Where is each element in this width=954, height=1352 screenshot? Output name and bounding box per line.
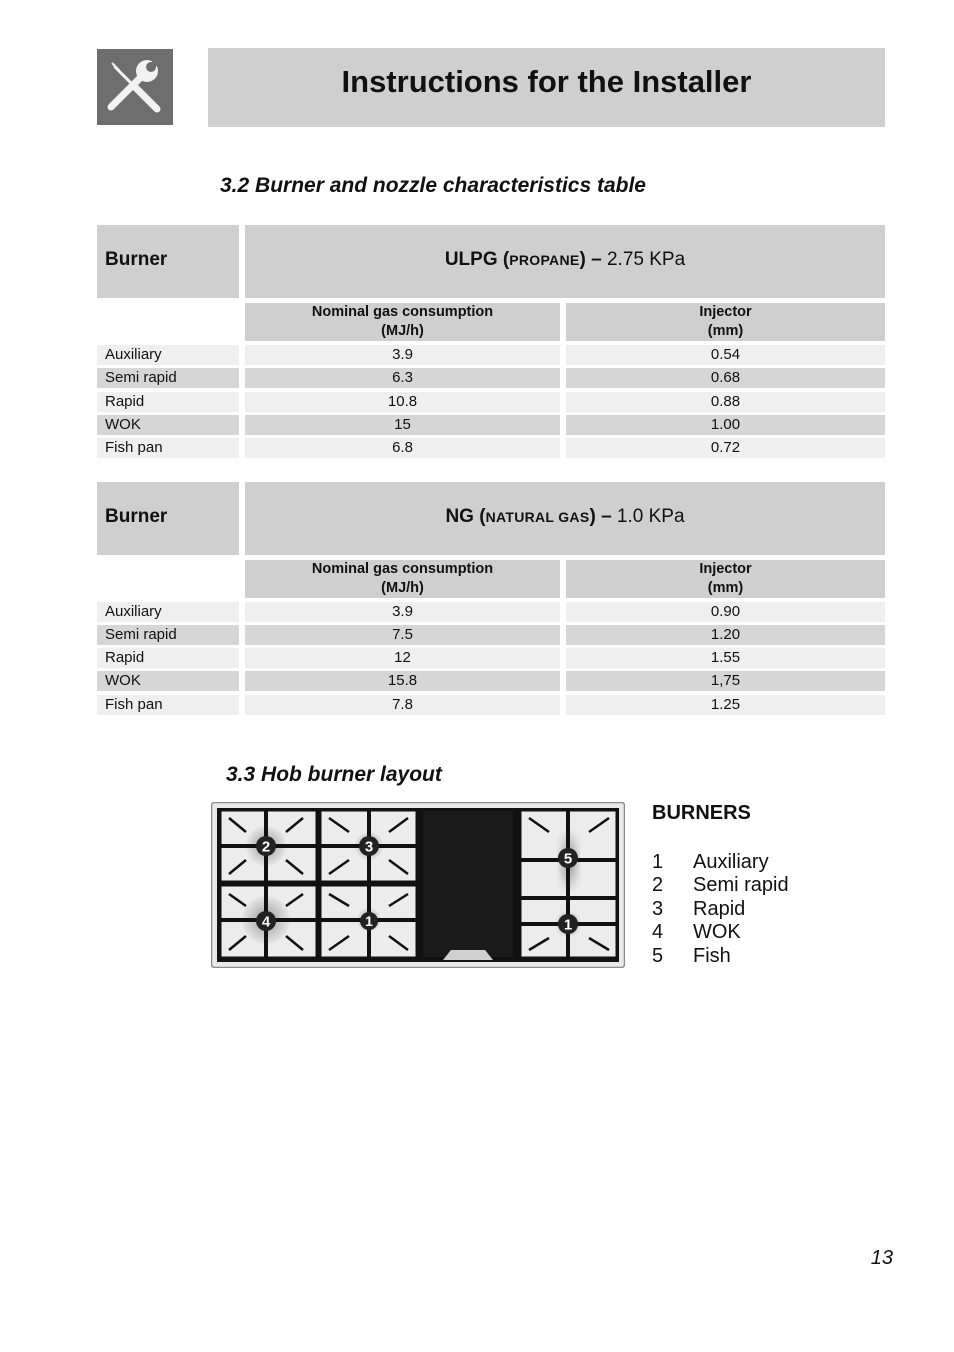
gas-name-detail: NATURAL GAS bbox=[485, 509, 590, 525]
consumption-header-line1: Nominal gas consumption bbox=[311, 561, 494, 577]
injector-cell: 1,75 bbox=[566, 671, 885, 691]
injector-cell: 1.25 bbox=[566, 695, 885, 715]
table-row bbox=[97, 602, 885, 622]
svg-text:5: 5 bbox=[563, 850, 573, 868]
gas-pressure: 2.75 KPa bbox=[601, 249, 686, 270]
injector-cell: 1.20 bbox=[566, 625, 885, 645]
burner-marker bbox=[558, 914, 578, 934]
table-row bbox=[97, 671, 885, 691]
legend-label: WOK bbox=[693, 921, 741, 943]
consumption-cell: 6.8 bbox=[245, 438, 560, 458]
consumption-cell: 7.5 bbox=[245, 625, 560, 645]
injector-cell: 1.55 bbox=[566, 648, 885, 668]
burner-cell: Semi rapid bbox=[97, 625, 239, 645]
gas-type-header bbox=[245, 482, 885, 555]
legend-number: 2 bbox=[652, 874, 664, 896]
injector-column-header bbox=[566, 560, 885, 598]
table-row bbox=[97, 625, 885, 645]
consumption-cell: 15 bbox=[245, 415, 560, 435]
consumption-header-line2: (MJ/h) bbox=[381, 323, 424, 339]
burner-cell: Fish pan bbox=[97, 438, 239, 458]
consumption-header-line1: Nominal gas consumption bbox=[311, 304, 494, 320]
injector-cell: 0.90 bbox=[566, 602, 885, 622]
page-title: Instructions for the Installer bbox=[341, 64, 752, 99]
burner-cell: Rapid bbox=[97, 648, 239, 668]
burner-marker bbox=[558, 848, 578, 868]
gas-name: NG ( bbox=[445, 506, 486, 527]
consumption-cell: 6.3 bbox=[245, 368, 560, 388]
gas-name-detail: PROPANE bbox=[509, 252, 580, 268]
table-row bbox=[97, 392, 885, 412]
burners-legend-title: BURNERS bbox=[652, 802, 751, 824]
svg-text:1: 1 bbox=[365, 913, 373, 929]
burner-marker bbox=[359, 836, 379, 856]
injector-header-line1: Injector bbox=[699, 304, 752, 320]
ng-table bbox=[97, 482, 885, 715]
injector-cell: 0.88 bbox=[566, 392, 885, 412]
gas-name-end: ) – bbox=[579, 249, 602, 270]
injector-header-line2: (mm) bbox=[707, 580, 744, 596]
page-number: 13 bbox=[870, 1247, 893, 1269]
consumption-cell: 3.9 bbox=[245, 345, 560, 365]
consumption-column-header bbox=[245, 303, 560, 341]
table-row bbox=[97, 345, 885, 365]
gas-pressure: 1.0 KPa bbox=[611, 506, 685, 527]
burner-cell: WOK bbox=[97, 671, 239, 691]
injector-header-line1: Injector bbox=[699, 561, 752, 577]
consumption-cell: 12 bbox=[245, 648, 560, 668]
injector-column-header bbox=[566, 303, 885, 341]
legend-label: Rapid bbox=[693, 898, 746, 920]
burner-header bbox=[97, 482, 239, 555]
consumption-header-line2: (MJ/h) bbox=[381, 580, 424, 596]
burner-header-label: Burner bbox=[105, 249, 168, 270]
hob-illustration bbox=[211, 802, 625, 968]
legend-number: 1 bbox=[652, 851, 664, 873]
burner-cell: Auxiliary bbox=[97, 345, 239, 365]
burner-marker bbox=[256, 836, 276, 856]
burner-header-label: Burner bbox=[105, 506, 168, 527]
burner-marker bbox=[360, 912, 378, 930]
hob-diagram bbox=[211, 802, 625, 968]
consumption-cell: 15.8 bbox=[245, 671, 560, 691]
burner-cell: Rapid bbox=[97, 392, 239, 412]
injector-cell: 0.68 bbox=[566, 368, 885, 388]
consumption-column-header bbox=[245, 560, 560, 598]
ulpg-table bbox=[97, 225, 885, 458]
consumption-cell: 3.9 bbox=[245, 602, 560, 622]
table-row bbox=[97, 368, 885, 388]
svg-text:4: 4 bbox=[261, 913, 271, 931]
header-bar bbox=[208, 48, 885, 127]
section-title-burner-table: 3.2 Burner and nozzle characteristics table bbox=[220, 174, 646, 197]
gas-type-header bbox=[245, 225, 885, 298]
table-row bbox=[97, 438, 885, 458]
injector-header-line2: (mm) bbox=[707, 323, 744, 339]
legend-label: Fish bbox=[693, 945, 731, 967]
svg-text:3: 3 bbox=[364, 838, 374, 856]
installer-logo bbox=[97, 49, 173, 125]
burner-header bbox=[97, 225, 239, 298]
consumption-cell: 7.8 bbox=[245, 695, 560, 715]
burner-cell: Auxiliary bbox=[97, 602, 239, 622]
table-row bbox=[97, 648, 885, 668]
injector-cell: 0.54 bbox=[566, 345, 885, 365]
legend-number: 4 bbox=[652, 921, 664, 943]
table-row bbox=[97, 415, 885, 435]
burner-cell: WOK bbox=[97, 415, 239, 435]
injector-cell: 0.72 bbox=[566, 438, 885, 458]
gas-name-end: ) – bbox=[589, 506, 612, 527]
legend-number: 3 bbox=[652, 898, 664, 920]
tools-icon bbox=[97, 49, 173, 125]
svg-text:1: 1 bbox=[563, 916, 573, 934]
legend-label: Auxiliary bbox=[693, 851, 769, 873]
legend-label: Semi rapid bbox=[693, 874, 789, 896]
section-title-hob-layout: 3.3 Hob burner layout bbox=[226, 763, 442, 786]
consumption-cell: 10.8 bbox=[245, 392, 560, 412]
legend-number: 5 bbox=[652, 945, 664, 967]
injector-cell: 1.00 bbox=[566, 415, 885, 435]
svg-text:2: 2 bbox=[261, 838, 271, 856]
burner-marker bbox=[256, 911, 276, 931]
table-row bbox=[97, 695, 885, 715]
burner-cell: Semi rapid bbox=[97, 368, 239, 388]
burner-cell: Fish pan bbox=[97, 695, 239, 715]
gas-name: ULPG ( bbox=[444, 249, 510, 270]
